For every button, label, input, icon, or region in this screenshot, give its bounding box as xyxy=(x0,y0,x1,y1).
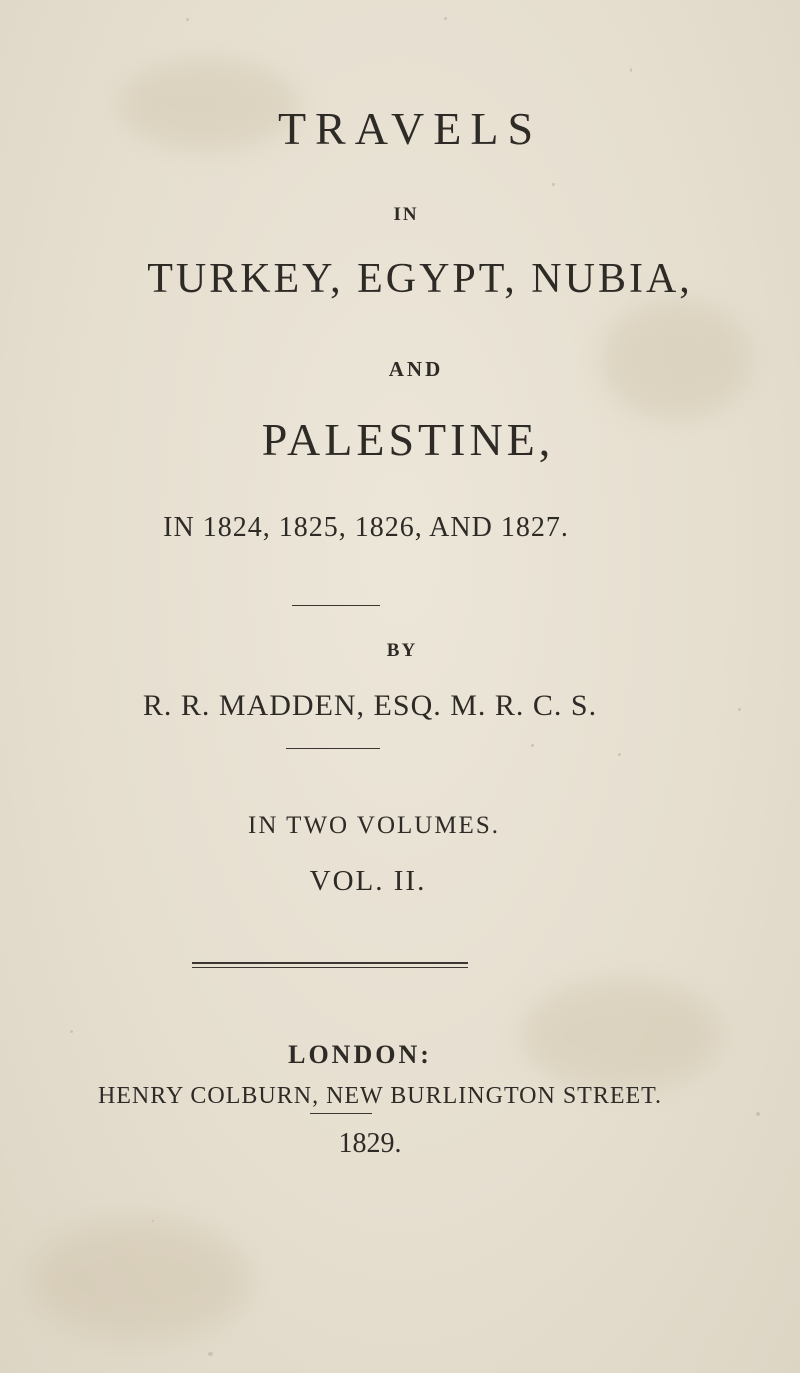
paper-speck xyxy=(618,753,621,756)
paper-speck xyxy=(152,1220,154,1222)
imprint-publisher: HENRY COLBURN, NEW BURLINGTON STREET. xyxy=(97,1083,663,1109)
short-rule xyxy=(310,1113,372,1114)
paper-speck xyxy=(186,18,189,21)
volumes-line: IN TWO VOLUMES. xyxy=(248,812,500,839)
paper-speck xyxy=(630,68,632,72)
paper-stain xyxy=(30,1220,250,1340)
short-rule xyxy=(292,605,380,606)
connector-in: IN xyxy=(393,204,419,225)
paper-speck xyxy=(756,1112,760,1116)
book-title: TRAVELS xyxy=(277,103,543,154)
paper-speck xyxy=(208,1352,213,1356)
paper-stain xyxy=(520,980,720,1090)
double-rule-bottom xyxy=(192,967,468,968)
countries-line: TURKEY, EGYPT, NUBIA, xyxy=(147,256,693,302)
country-palestine: PALESTINE, xyxy=(261,414,555,465)
short-rule xyxy=(286,748,380,749)
volume-label: VOL. II. xyxy=(309,865,427,897)
paper-speck xyxy=(70,1030,73,1033)
connector-by: BY xyxy=(386,640,418,661)
connector-and: AND xyxy=(388,357,444,381)
paper-speck xyxy=(552,183,555,186)
imprint-city: LONDON: xyxy=(288,1040,432,1069)
imprint-year: 1829. xyxy=(338,1128,402,1159)
paper-speck xyxy=(444,17,447,20)
paper-speck xyxy=(531,744,534,747)
author-line: R. R. MADDEN, ESQ. M. R. C. S. xyxy=(142,689,598,722)
double-rule-top xyxy=(192,962,468,964)
years-line: IN 1824, 1825, 1826, AND 1827. xyxy=(163,512,569,543)
